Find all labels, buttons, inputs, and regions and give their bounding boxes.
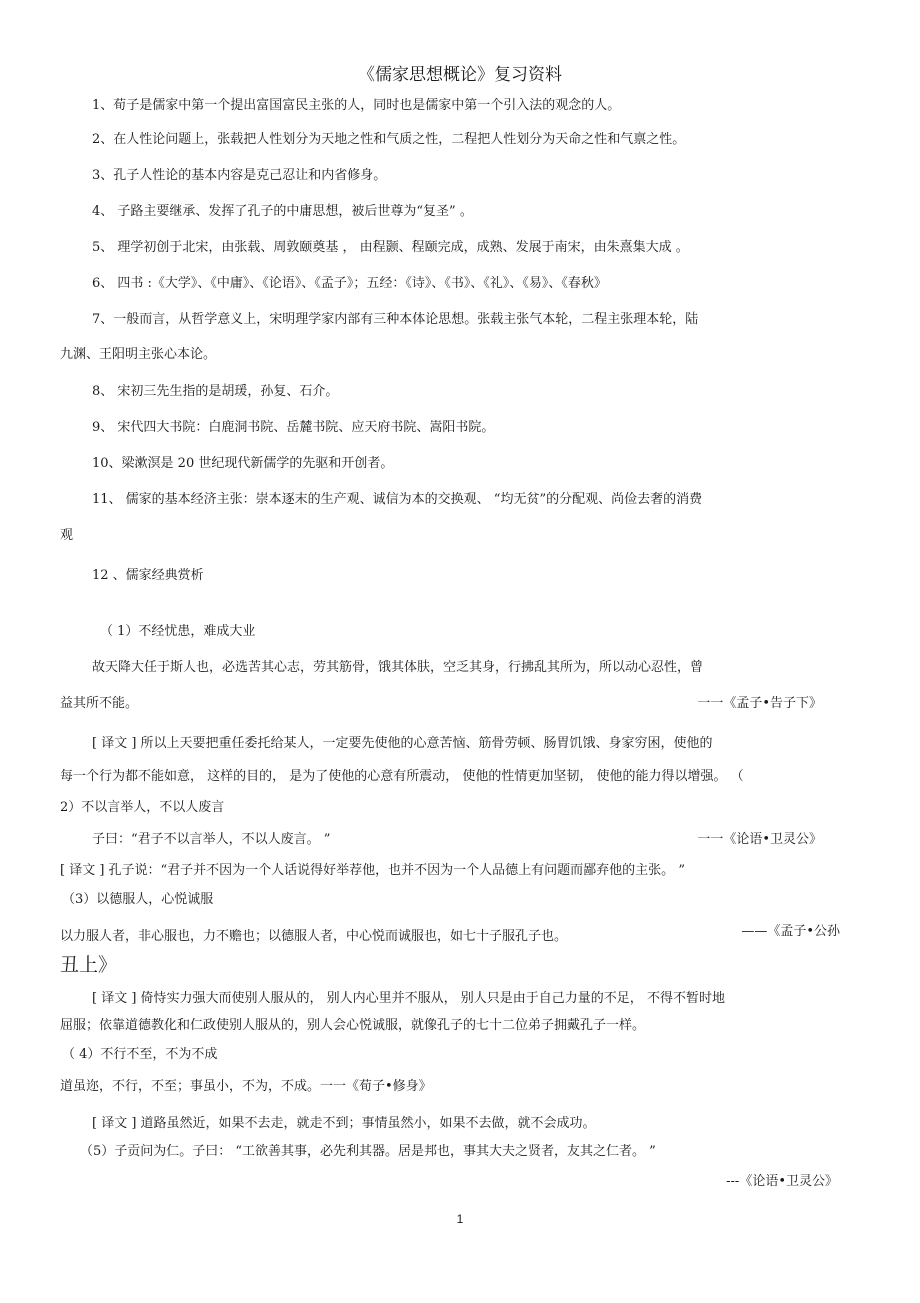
classic-2-source: 一一《论语•卫灵公》: [697, 832, 822, 847]
item-11-line-1: 11、 儒家的基本经济主张：崇本逐末的生产观、诚信为本的交换观、 “均无贫”的分配观、尚俭去奢的消费: [92, 492, 703, 507]
classic-5-source: ---《论语•卫灵公》: [726, 1174, 838, 1189]
item-7-line-1: 7、一般而言，从哲学意义上，宋明理学家内部有三种本体论思想。张载主张气本轮，二程主张理本轮，陆: [92, 312, 699, 327]
classic-3-source-line-1: ——《孟子•公孙: [741, 924, 840, 939]
classic-4-translation: [ 译文 ] 道路虽然近，如果不去走，就走不到；事情虽然小，如果不去做，就不会成功。: [92, 1116, 596, 1131]
classic-5-heading: （5）子贡问为仁。子曰： “工欲善其事，必先利其器。居是邦也，事其大夫之贤者，友其之仁者。 ”: [80, 1144, 656, 1159]
classic-3-translation-line-2: 屈服；依靠道德教化和仁政使别人服从的，别人会心悦诚服，就像孔子的七十二位弟子拥戴孔子一样。: [60, 1018, 646, 1033]
classic-2-translation: [ 译文 ] 孔子说：“君子并不因为一个人话说得好举荐他，也并不因为一个人品德上有问题而鄙弃他的主张。 ”: [60, 863, 685, 878]
item-11-line-2: 观: [60, 528, 74, 543]
classic-3-quote: 以力服人者，非心服也，力不赡也；以德服人者，中心悦而诚服也，如七十子服孔子也。: [60, 929, 568, 944]
classic-1-heading: （ 1）不经忧患，难成大业: [100, 624, 256, 639]
classic-3-source-line-2: 丑上》: [60, 954, 118, 976]
classic-1-source: 一一《孟子•告子下》: [697, 696, 822, 711]
item-5: 5、 理学初创于北宋，由张载、周敦颐奠基 ， 由程颢、程颐完成，成熟、发展于南宋，由朱熹集大成 。: [92, 240, 689, 255]
item-12-heading: 12 、儒家经典赏析: [92, 568, 204, 583]
item-6: 6、 四书 :《大学》、《中庸》、《论语》、《孟子》；五经：《诗》、《书》、《礼》、《易》、《春秋》: [92, 276, 607, 291]
classic-1-translation-line-1: [ 译文 ] 所以上天要把重任委托给某人，一定要先使他的心意苦恼、筋骨劳顿、肠胃饥饿、身家穷困，使他的: [92, 736, 713, 751]
item-10: 10、梁漱溟是 20 世纪现代新儒学的先驱和开创者。: [92, 456, 394, 471]
item-1: 1、荀子是儒家中第一个提出富国富民主张的人，同时也是儒家中第一个引入法的观念的人。: [92, 98, 621, 113]
item-2: 2、在人性论问题上，张载把人性划分为天地之性和气质之性，二程把人性划分为天命之性和气禀之性。: [92, 132, 686, 147]
classic-2-quote: 子曰：“君子不以言举人，不以人废言。 ”: [92, 832, 331, 847]
item-3: 3、孔子人性论的基本内容是克己忍让和内省修身。: [92, 168, 387, 183]
item-9: 9、 宋代四大书院：白鹿洞书院、岳麓书院、应天府书院、嵩阳书院。: [92, 420, 495, 435]
page-number: 1: [456, 1212, 464, 1226]
item-8: 8、 宋初三先生指的是胡瑗，孙复、石介。: [92, 384, 339, 399]
classic-1-quote-line-1: 故天降大任于斯人也，必选苦其心志，劳其筋骨，饿其体肤，空乏其身，行拂乱其所为，所以动心忍性，曾: [92, 660, 704, 675]
classic-3-heading: （3）以德服人，心悦诚服: [62, 892, 214, 907]
classic-2-heading: 2）不以言举人，不以人废言: [60, 800, 225, 815]
classic-1-translation-line-2: 每一个行为都不能如意， 这样的目的， 是为了使他的心意有所震动， 使他的性情更加坚韧， 使他的能力得以增强。 （: [60, 769, 744, 784]
document-title: 《儒家思想概论》复习资料: [358, 65, 562, 85]
item-7-line-2: 九渊、王阳明主张心本论。: [60, 347, 217, 362]
classic-3-translation-line-1: [ 译文 ] 倚恃实力强大而使别人服从的， 别人内心里并不服从， 别人只是由于自己力量的不足， 不得不暂时地: [92, 991, 725, 1006]
classic-4-quote: 道虽迩，不行，不至；事虽小，不为，不成。一一《荀子•修身》: [60, 1079, 432, 1094]
classic-4-heading: （ 4）不行不至，不为不成: [62, 1047, 218, 1062]
item-4: 4、 子路主要继承、发挥了孔子的中庸思想，被后世尊为“复圣” 。: [92, 204, 473, 219]
classic-1-quote-line-2: 益其所不能。: [60, 696, 139, 711]
